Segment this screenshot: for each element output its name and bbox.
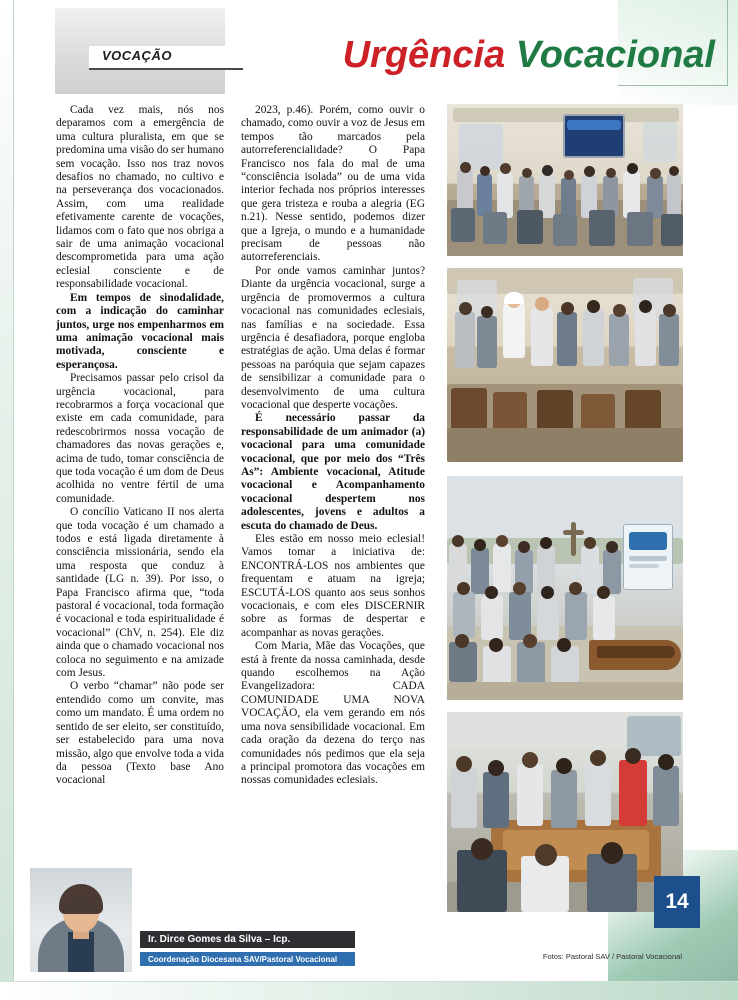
top-right-vertical-rule bbox=[727, 0, 728, 86]
photo-credit: Fotos: Pastoral SAV / Pastoral Vocacional bbox=[542, 952, 682, 961]
paragraph: O concílio Vaticano II nos alerta que toda vocação é um chamado a todos e está ligada diretamente à consciência missionária, sendo ela uma resposta que conduz à santidade (LG n. 39). Por isso, o Papa Francisco afirma que, “toda pastoral é vocacional, toda formação é vocacional e toda espiritualidade é vocacional” (ChV, n. 254). Ele diz ainda que o chamado vocacional nos coloca no seguimento e na amizade com Jesus. bbox=[56, 506, 224, 680]
paragraph: É necessário passar da responsabilidade de um animador (a) vocacional para uma comunidade vocacional, que por meio dos “Três As”: Ambiente vocacional, Atitude vocacional e Acompanhamento vocacional despertem nos adolescentes, jovens e adultos a escuta do chamado de Deus. bbox=[241, 412, 425, 532]
page-number: 14 bbox=[654, 876, 700, 928]
paragraph: Com Maria, Mãe das Vocações, que está à frente da nossa caminhada, desde quando escolhemos na Ação Evangelizadora: CADA COMUNIDADE UMA NOVA VOCAÇÃO, ela vem gerando em nós uma nova sensibilidade vocacional. Em cada oração da dezena do terço nas comunidades nós pedimos que ela seja a principal promotora das vocações em nossas comunidades eclesiais. bbox=[241, 640, 425, 787]
author-name: Ir. Dirce Gomes da Silva – Icp. bbox=[140, 931, 355, 948]
photo-table-discussion bbox=[447, 712, 683, 912]
page-header bbox=[55, 8, 715, 94]
photo-assembly-hall bbox=[447, 104, 683, 256]
photo-circle-meeting bbox=[447, 268, 683, 462]
article-column-2 bbox=[241, 104, 425, 788]
paragraph: 2023, p.46). Porém, como ouvir o chamado, como ouvir a voz de Jesus em tempos tão marcados pela autorreferencialidade? O Papa Francisco nos fala do mal de uma “consciência isolada” ou de uma vida interior fechada nos próprios interesses que gera tristeza e rouba a alegria (EG n.21). Nesse sentido, podemos dizer que a Igreja, o mundo e a humanidade precisam de pessoas não autorreferenciais. bbox=[241, 104, 425, 264]
paragraph: O verbo “chamar” não pode ser entendido como um convite, mas como um mandato. É uma ordem no sentido de ser eleito, ser constituído, ser estabelecido para uma nova missão, algo que envolve toda a vida da pessoa (Texto base Ano vocacional bbox=[56, 680, 224, 787]
page-title bbox=[343, 34, 715, 76]
paragraph: Cada vez mais, nós nos deparamos com a emergência de uma cultura pluralista, em que se predomina uma visão do ser humano sem vocação. Isso nos traz novos desafios no chamado, no cultivo e na perseverança dos vocacionados. Assim, com uma realidade efetivamente carente de vocações, lidamos com o fato que nos obriga a sair de uma animação vocacional descomprometida para uma ação eclesial consciente e de responsabilidade vocacional. bbox=[56, 104, 224, 291]
page-title-part1: Urgência bbox=[342, 34, 516, 76]
page-title-part2: Vocacional bbox=[515, 34, 715, 76]
paragraph: Eles estão em nosso meio eclesial! Vamos tomar a iniciativa de: ENCONTRÁ-LOS nos ambientes que frequentam e atuam na igreja; ESCUTÁ-LOS quanto aos seus sonhos vocacionais, e com eles DISCERNIR sobre as formas de despertar e acompanhar as novas gerações. bbox=[241, 533, 425, 639]
section-kicker: VOCAÇÃO bbox=[102, 48, 172, 63]
left-edge-decoration bbox=[0, 0, 14, 1000]
left-edge-rule bbox=[13, 0, 14, 1000]
author-role: Coordenação Diocesana SAV/Pastoral Vocacional bbox=[140, 952, 355, 966]
author-photo bbox=[30, 868, 132, 972]
bottom-band-decoration bbox=[0, 982, 738, 1000]
article-column-1 bbox=[56, 104, 224, 788]
paragraph: Por onde vamos caminhar juntos? Diante da urgência vocacional, surge a urgência de promovermos a cultura vocacional nas comunidades eclesiais, nas famílias e na sociedade. Essa urgência é desafiadora, porque engloba estratégias de ação. Uma delas é formar pessoas na paróquia que sejam capazes de sensibilizar a comunidade para o desenvolvimento de uma cultura vocacional que desperte vocações. bbox=[241, 264, 425, 411]
photo-group-portrait bbox=[447, 476, 683, 700]
paragraph: Precisamos passar pelo crisol da urgência vocacional, para recobrarmos a força vocacional que existe em cada comunidade, para redescobrirmos nossa vocação de chamadores das novas gerações e, acima de tudo, tomar consciência de que toda vocação é um dom de Deus acolhida no ventre fértil de uma comunidade. bbox=[56, 372, 224, 505]
paragraph: Em tempos de sinodalidade, com a indicação do caminhar juntos, urge nos empenharmos em uma animação vocacional mais motivada, consciente e esperançosa. bbox=[56, 291, 224, 371]
